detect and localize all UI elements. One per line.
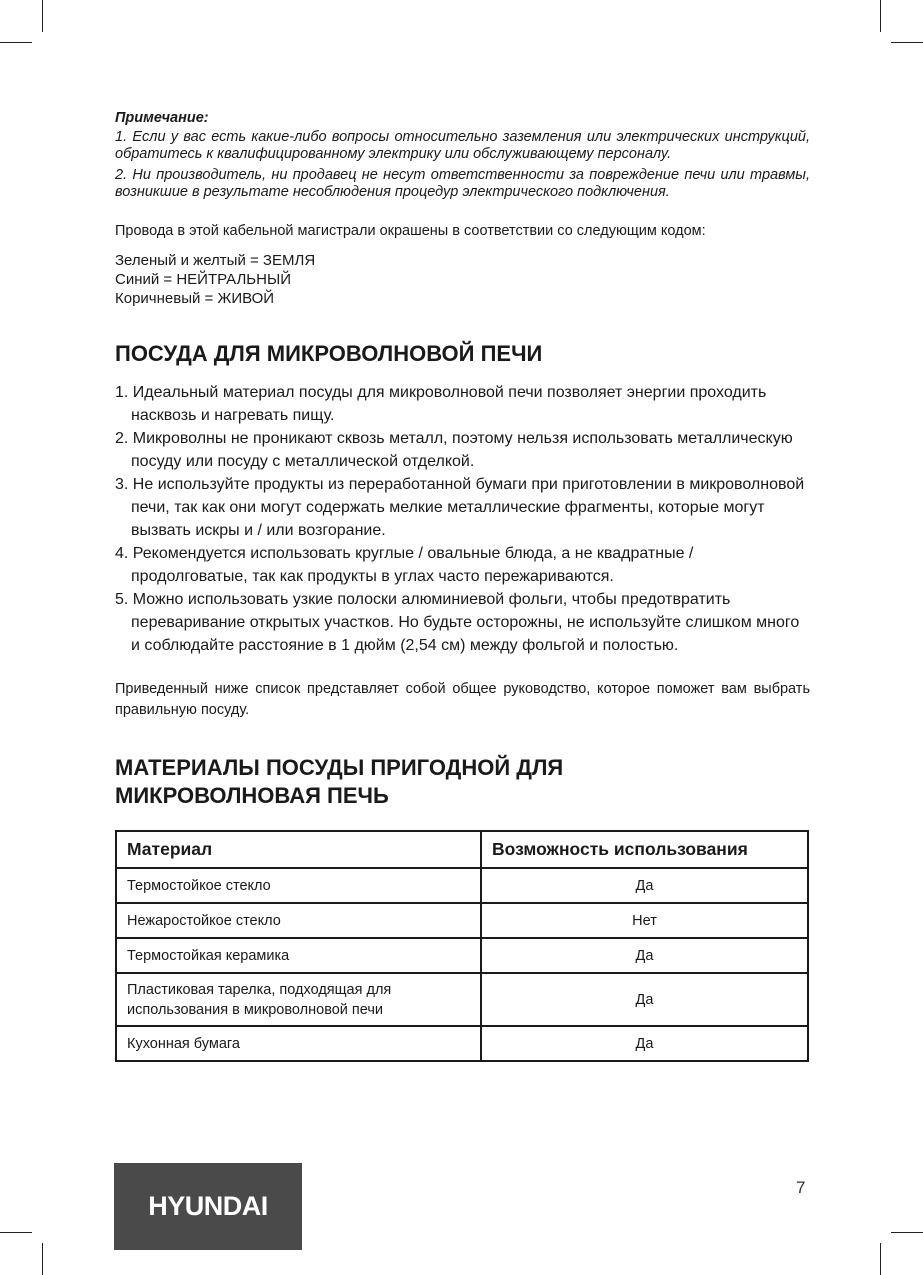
crop-mark: [42, 1243, 43, 1275]
table-row: [116, 1026, 808, 1061]
wire-code-line: Коричневый = ЖИВОЙ: [115, 290, 275, 307]
table-row: [116, 973, 808, 1026]
guide-paragraph: Приведенный ниже список представляет собой общее руководство, которое поможет вам выбрать правильную посуду.: [115, 681, 810, 718]
crop-mark: [0, 42, 32, 43]
cookware-list: [115, 381, 810, 657]
wire-code-intro: Провода в этой кабельной магистрали окрашены в соответствии со следующим кодом:: [115, 223, 706, 239]
cookware-heading: ПОСУДА ДЛЯ МИКРОВОЛНОВОЙ ПЕЧИ: [115, 341, 543, 366]
crop-mark: [42, 0, 43, 32]
column-header-material: Материал: [116, 831, 481, 868]
wire-code-line: Синий = НЕЙТРАЛЬНЫЙ: [115, 271, 292, 288]
crop-mark: [880, 0, 881, 32]
material-cell: Кухонная бумага: [116, 1026, 481, 1061]
hyundai-logo: HYUNDAI: [114, 1163, 302, 1250]
material-cell: Термостойкое стекло: [116, 868, 481, 903]
crop-mark: [891, 42, 923, 43]
usage-cell: Да: [481, 868, 808, 903]
column-header-usage: Возможность использования: [481, 831, 808, 868]
material-cell: Пластиковая тарелка, подходящая для использования в микроволновой печи: [116, 973, 481, 1026]
wire-code-line: Зеленый и желтый = ЗЕМЛЯ: [115, 252, 316, 269]
crop-mark: [891, 1232, 923, 1233]
page-number: 7: [796, 1178, 806, 1197]
list-item: 2. Микроволны не проникают сквозь металл, поэтому нельзя использовать металлическую посуду или посуду с металлической отделкой.: [115, 430, 793, 470]
usage-cell: Да: [481, 973, 808, 1026]
note-item: 2. Ни производитель, ни продавец не несут ответственности за повреждение печи или травмы, возникшие в результате несоблюдения процедур электрического подключения.: [115, 167, 810, 200]
table-row: [116, 938, 808, 973]
usage-cell: Да: [481, 938, 808, 973]
crop-mark: [880, 1243, 881, 1275]
material-cell: Нежаростойкое стекло: [116, 903, 481, 938]
table-row: [116, 868, 808, 903]
page-content: [115, 110, 810, 1062]
usage-cell: Да: [481, 1026, 808, 1061]
table-header-row: [116, 831, 808, 868]
usage-cell: Нет: [481, 903, 808, 938]
list-item: 1. Идеальный материал посуды для микроволновой печи позволяет энергии проходить насквозь и нагревать пищу.: [115, 384, 767, 424]
materials-heading: [115, 754, 810, 810]
table-row: [116, 903, 808, 938]
list-item: 3. Не используйте продукты из переработанной бумаги при приготовлении в микроволновой печи, так как они могут содержать мелкие металлические фрагменты, которые могут вызвать искры и / или возгорание.: [115, 476, 805, 539]
note-item: 1. Если у вас есть какие-либо вопросы относительно заземления или электрических инструкций, обратитесь к квалифицированному электрику или обслуживающему персоналу.: [115, 129, 810, 162]
crop-mark: [0, 1232, 32, 1233]
list-item: 4. Рекомендуется использовать круглые / овальные блюда, а не квадратные / продолговатые, так как продукты в углах часто пережариваются.: [115, 545, 694, 585]
materials-table: [115, 830, 809, 1062]
note-title: Примечание:: [115, 110, 209, 126]
material-cell: Термостойкая керамика: [116, 938, 481, 973]
wire-code-list: [115, 251, 810, 308]
materials-heading-line: МАТЕРИАЛЫ ПОСУДЫ ПРИГОДНОЙ ДЛЯ: [115, 755, 564, 780]
list-item: 5. Можно использовать узкие полоски алюминиевой фольги, чтобы предотвратить переваривание открытых участков. Но будьте осторожны, не используйте слишком много и соблюдайте расстояние в 1 дюйм (2,54 см) между фольгой и полостью.: [115, 591, 800, 654]
materials-heading-line: МИКРОВОЛНОВАЯ ПЕЧЬ: [115, 783, 389, 808]
